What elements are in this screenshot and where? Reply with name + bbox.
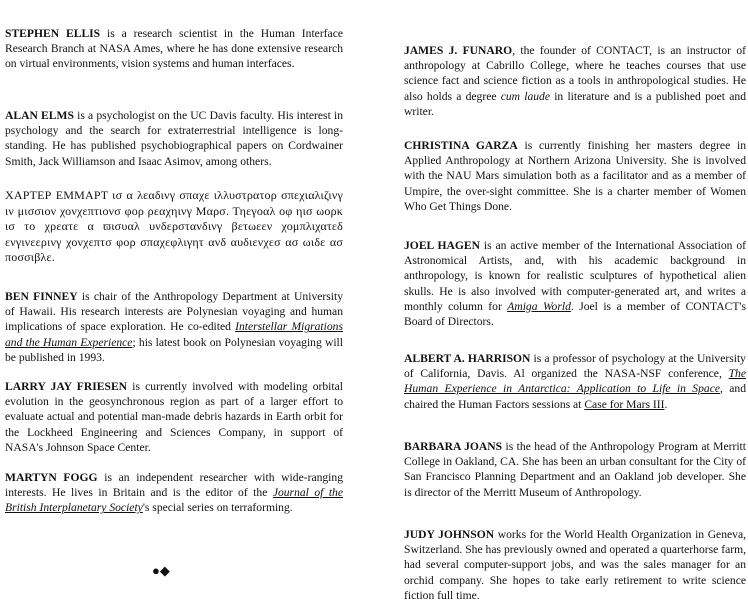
bio-text: . Joel is a member of CONTACT's Board of Directors. — [404, 299, 746, 329]
bio-name: BARBARA JOANS — [404, 440, 503, 453]
bio-text: ; his latest book on Polynesian voyaging will be published in 1993. — [5, 335, 343, 364]
bio-text: is the head of the Anthropology Program at Merritt College in Oakland, CA. She has been an urban consultant for the City of San Francisco Planning Department and an Oakland job developer. She is director of the Merritt Museum of Anthropology. — [404, 440, 746, 499]
bio-joel-hagen — [404, 238, 746, 329]
bio-name: LARRY JAY FRIESEN — [5, 380, 128, 393]
bio-name: CHRISTINA GARZA — [404, 139, 518, 152]
conference-link[interactable]: Case for Mars III — [584, 397, 665, 411]
bio-text: is currently involved with modeling orbital evolution in the geosynchronous region as part of a larger effort to evaluate actual and potential man-made debris hazards in Earth orbit for the Lockheed Engineering and Sciences Company, in support of NASA's Johnson Space Center. — [5, 380, 343, 454]
bio-text: works for the World Health Organization in Geneva, Switzerland. She has previously owned and operated a quarterhorse farm, had several computer-support jobs, and was the sales manager for an orchid company. She hopes to take early retirement to write science fiction full time. — [404, 528, 746, 602]
bio-martyn-fogg — [5, 470, 343, 516]
bio-text: , and chaired the Human Factors sessions at — [404, 382, 747, 411]
ornament-mark: ●◆ — [152, 563, 170, 578]
bio-name: BEN FINNEY — [5, 290, 78, 303]
bio-name: ALBERT A. HARRISON — [404, 352, 531, 365]
bio-text: is an active member of the International Association of Astronomical Artists, and, with his academic background in anthropology, is known for realistic sculptures of hypothetical alien skulls. He is also involved with computer-generated art, and writes a monthly column for — [404, 239, 746, 313]
bio-judy-johnson — [404, 527, 746, 603]
bio-text: is a professor of psychology at the University of California, Davis. Al organized the NASA-NSF conference, — [404, 352, 746, 381]
bio-text: is an independent researcher with wide-ranging interests. He lives in Britain and is the editor of the — [5, 471, 343, 500]
bio-text: , the founder of CONTACT, is an instructor of anthropology at Cabrillo College, where he teaches courses that use science fact and science fiction as a tools in anthropological studies. He also holds a degree — [404, 44, 746, 103]
bio-name: STEPHEN ELLIS — [5, 27, 101, 40]
emphasis-text: cum laude — [500, 89, 550, 103]
conference-title-link[interactable]: The Human Experience in Antarctica: Application to Life in Space — [404, 367, 746, 396]
bio-name: JUDY JOHNSON — [404, 528, 495, 541]
magazine-title-link[interactable]: Amiga World — [507, 299, 571, 313]
bio-name: MARTYN FOGG — [5, 471, 98, 484]
bio-text: 's special series on terraforming. — [142, 501, 293, 515]
bio-text: is chair of the Anthropology Department at University of Hawaii. His research interests are Polynesian voyaging and human implications of space exploration. He co-edited — [5, 290, 343, 334]
bio-barbara-joans — [404, 439, 746, 500]
bio-text: is currently finishing her masters degree in Applied Anthropology at Northern Arizona University. She is involved with the NAU Mars simulation both as a facilitator and as a member of Umpire, the over-sight committee. She is a charter member of Women Who Get Things Done. — [404, 139, 746, 213]
bio-name: ALAN ELMS — [5, 109, 74, 122]
journal-title-link[interactable]: Journal of the British Interplanetary Society — [5, 486, 343, 515]
bio-charter-emmart-greek — [5, 188, 343, 266]
bio-name: JAMES J. FUNARO — [404, 44, 513, 57]
bio-text: in literature and is a published poet and writer. — [404, 89, 746, 118]
bio-albert-harrison — [404, 351, 746, 412]
bio-christina-garza — [404, 138, 746, 214]
bio-alan-elms — [5, 108, 343, 169]
bio-name: JOEL HAGEN — [404, 239, 481, 252]
bio-text: ΧΑΡΤΕΡ ΕΜΜΑΡΤ ισ α λεαδινγ σπαχε ιλλυστρατορ σπεχιαλιζινγ ιν μισσιον χονχεπτιονσ φορ ρεαχηινγ Μαρσ. Τηεγοαλ οφ ηισ ωορκ ισ το χρεατε α ϖισυαλ υνδερστανδινγ βετωεεν χομπλιχατεδ ενγινεερινγ χονχεπτσ φορ σπαχεφλιγητ ανδ αυδιενχεσ ασ ωιδε ασ ποσσιβλε. — [5, 188, 343, 264]
bio-text: . — [664, 397, 668, 411]
bio-ben-finney — [5, 289, 343, 365]
bio-james-funaro — [404, 43, 746, 119]
bio-text: is a research scientist in the Human Interface Research Branch at NASA Ames, where he has done extensive research on virtual environments, vision systems and human interfaces. — [5, 27, 343, 71]
bio-stephen-ellis — [5, 26, 343, 72]
bio-text: is a psychologist on the UC Davis faculty. His interest in psychology and the search for extraterrestrial intelligence is long-standing. He has published psychobiographical papers on Cordwainer Smith, Jack Williamson and Isaac Asimov, among others. — [5, 109, 343, 168]
bio-larry-jay-friesen — [5, 379, 343, 455]
book-title-link[interactable]: Interstellar Migrations and the Human Experience — [5, 320, 343, 349]
